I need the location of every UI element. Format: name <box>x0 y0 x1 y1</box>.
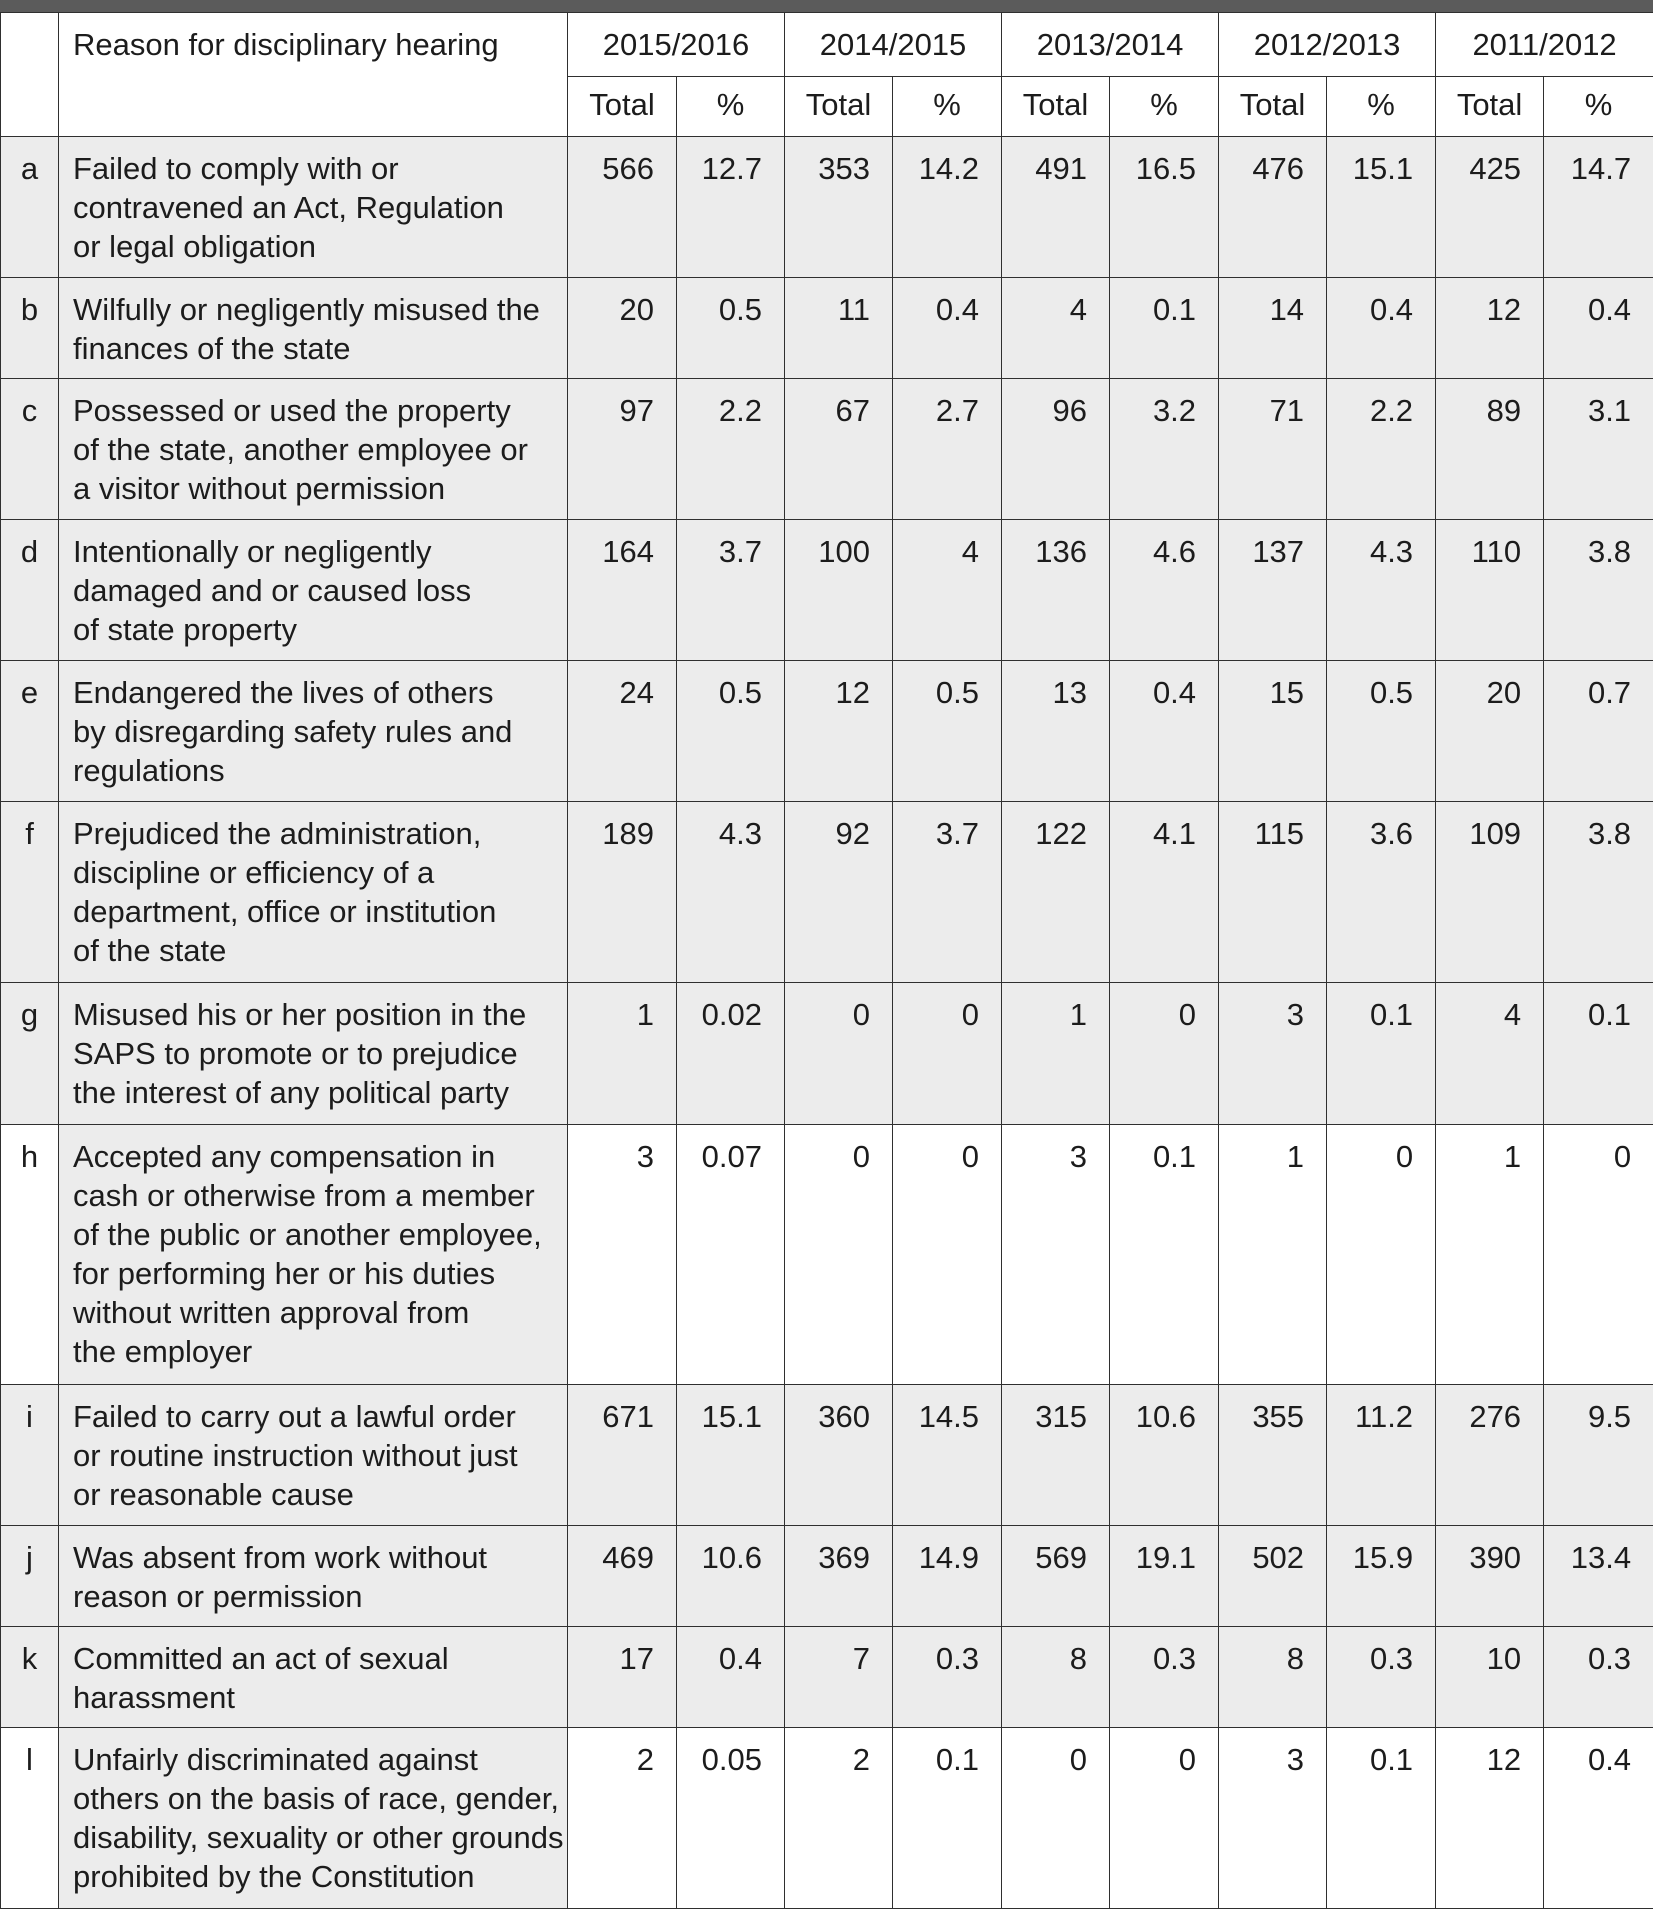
year-header-2015-2016: 2015/2016 <box>568 13 785 77</box>
percent-cell: 0 <box>1110 1727 1219 1908</box>
header-letter-blank <box>1 13 59 137</box>
row-letter: i <box>1 1384 59 1525</box>
percent-subheader: % <box>1544 77 1653 137</box>
reason-column-header: Reason for disciplinary hearing <box>59 13 568 137</box>
percent-subheader: % <box>677 77 785 137</box>
year-header-2011-2012: 2011/2012 <box>1436 13 1653 77</box>
reason-text-line: department, office or institution <box>73 894 497 930</box>
percent-cell: 19.1 <box>1110 1525 1219 1626</box>
total-cell: 566 <box>568 137 677 278</box>
percent-cell: 3.8 <box>1544 520 1653 661</box>
row-letter: e <box>1 661 59 802</box>
total-cell: 2 <box>568 1727 677 1908</box>
reason-text-line: or legal obligation <box>73 229 317 264</box>
table-row <box>1 278 1653 379</box>
table-row <box>1 1626 1653 1727</box>
row-letter: g <box>1 983 59 1124</box>
total-cell: 10 <box>1436 1626 1544 1727</box>
percent-cell: 16.5 <box>1110 137 1219 278</box>
reason-text-line: Misused his or her position in the <box>73 997 527 1033</box>
reason-text-line: of the public or another employee, <box>73 1216 542 1252</box>
percent-cell: 2.7 <box>893 379 1002 520</box>
total-subheader: Total <box>1436 77 1544 137</box>
percent-cell: 0.4 <box>1544 1727 1653 1908</box>
reason-text-line: harassment <box>73 1679 235 1715</box>
total-cell: 355 <box>1219 1384 1327 1525</box>
reason-cell <box>59 1525 568 1626</box>
total-cell: 0 <box>1002 1727 1110 1908</box>
total-cell: 315 <box>1002 1384 1110 1525</box>
percent-cell: 0.5 <box>677 661 785 802</box>
reason-text-line: cash or otherwise from a member <box>73 1177 535 1213</box>
total-cell: 491 <box>1002 137 1110 278</box>
row-letter: a <box>1 137 59 278</box>
row-letter: j <box>1 1525 59 1626</box>
total-cell: 425 <box>1436 137 1544 278</box>
total-cell: 11 <box>785 278 893 379</box>
total-cell: 7 <box>785 1626 893 1727</box>
disciplinary-hearings-table <box>0 12 1653 1909</box>
reason-text-line: without written approval from <box>73 1294 470 1330</box>
reason-cell <box>59 379 568 520</box>
total-subheader: Total <box>1219 77 1327 137</box>
percent-cell: 4.6 <box>1110 520 1219 661</box>
reason-text-line: the employer <box>73 1333 253 1369</box>
row-letter: k <box>1 1626 59 1727</box>
reason-text-line: disability, sexuality or other grounds <box>73 1819 564 1855</box>
percent-cell: 12.7 <box>677 137 785 278</box>
table-row <box>1 661 1653 802</box>
percent-cell: 0.3 <box>893 1626 1002 1727</box>
total-subheader: Total <box>568 77 677 137</box>
percent-cell: 0.1 <box>1327 983 1436 1124</box>
percent-cell: 3.8 <box>1544 802 1653 983</box>
reason-text-line: Wilfully or negligently misused the <box>73 292 540 328</box>
total-cell: 71 <box>1219 379 1327 520</box>
total-cell: 469 <box>568 1525 677 1626</box>
total-cell: 109 <box>1436 802 1544 983</box>
total-cell: 1 <box>1002 983 1110 1124</box>
reason-cell <box>59 1626 568 1727</box>
percent-cell: 0.5 <box>1327 661 1436 802</box>
reason-cell <box>59 661 568 802</box>
table-row <box>1 520 1653 661</box>
percent-cell: 3.7 <box>893 802 1002 983</box>
total-cell: 13 <box>1002 661 1110 802</box>
reason-text-line: regulations <box>73 753 225 789</box>
reason-text-line: or reasonable cause <box>73 1476 354 1512</box>
percent-cell: 4.1 <box>1110 802 1219 983</box>
total-cell: 14 <box>1219 278 1327 379</box>
year-header-2012-2013: 2012/2013 <box>1219 13 1436 77</box>
reason-cell <box>59 802 568 983</box>
reason-text-line: SAPS to promote or to prejudice <box>73 1036 518 1072</box>
percent-cell: 13.4 <box>1544 1525 1653 1626</box>
table-row <box>1 379 1653 520</box>
percent-cell: 0.4 <box>1110 661 1219 802</box>
total-cell: 20 <box>568 278 677 379</box>
percent-cell: 0.3 <box>1544 1626 1653 1727</box>
year-header-2013-2014: 2013/2014 <box>1002 13 1219 77</box>
total-cell: 569 <box>1002 1525 1110 1626</box>
total-cell: 1 <box>1219 1124 1327 1384</box>
total-cell: 1 <box>1436 1124 1544 1384</box>
total-cell: 20 <box>1436 661 1544 802</box>
percent-cell: 14.9 <box>893 1525 1002 1626</box>
total-cell: 122 <box>1002 802 1110 983</box>
percent-cell: 4.3 <box>677 802 785 983</box>
reason-text-line: Accepted any compensation in <box>73 1138 496 1174</box>
reason-text-line: for performing her or his duties <box>73 1255 496 1291</box>
percent-cell: 0.4 <box>677 1626 785 1727</box>
reason-text-line: or routine instruction without just <box>73 1437 518 1473</box>
percent-cell: 0 <box>893 1124 1002 1384</box>
reason-text-line: prohibited by the Constitution <box>73 1858 475 1894</box>
header-row-years <box>1 13 1653 77</box>
percent-subheader: % <box>893 77 1002 137</box>
row-letter: l <box>1 1727 59 1908</box>
reason-text-line: contravened an Act, Regulation <box>73 190 504 225</box>
percent-cell: 0.4 <box>893 278 1002 379</box>
reason-text-line: Endangered the lives of others <box>73 675 494 711</box>
total-cell: 164 <box>568 520 677 661</box>
total-cell: 2 <box>785 1727 893 1908</box>
total-cell: 189 <box>568 802 677 983</box>
total-cell: 12 <box>1436 1727 1544 1908</box>
row-letter: h <box>1 1124 59 1384</box>
reason-text-line: reason or permission <box>73 1578 363 1614</box>
percent-cell: 3.1 <box>1544 379 1653 520</box>
total-cell: 97 <box>568 379 677 520</box>
total-cell: 15 <box>1219 661 1327 802</box>
total-cell: 67 <box>785 379 893 520</box>
total-cell: 3 <box>1219 1727 1327 1908</box>
reason-text-line: Prejudiced the administration, <box>73 816 482 852</box>
total-cell: 502 <box>1219 1525 1327 1626</box>
row-letter: b <box>1 278 59 379</box>
percent-cell: 0.07 <box>677 1124 785 1384</box>
percent-cell: 0.02 <box>677 983 785 1124</box>
percent-cell: 0.1 <box>1544 983 1653 1124</box>
total-cell: 3 <box>568 1124 677 1384</box>
total-cell: 3 <box>1002 1124 1110 1384</box>
percent-cell: 15.1 <box>677 1384 785 1525</box>
reason-text-line: of the state <box>73 933 227 969</box>
percent-cell: 0.3 <box>1327 1626 1436 1727</box>
total-cell: 100 <box>785 520 893 661</box>
percent-cell: 0.5 <box>677 278 785 379</box>
table-row <box>1 1124 1653 1384</box>
total-cell: 92 <box>785 802 893 983</box>
percent-cell: 0.4 <box>1544 278 1653 379</box>
total-cell: 360 <box>785 1384 893 1525</box>
reason-text-line: others on the basis of race, gender, <box>73 1780 559 1816</box>
reason-cell <box>59 1384 568 1525</box>
reason-text-line: Committed an act of sexual <box>73 1640 449 1676</box>
year-header-2014-2015: 2014/2015 <box>785 13 1002 77</box>
total-cell: 24 <box>568 661 677 802</box>
percent-cell: 10.6 <box>677 1525 785 1626</box>
row-letter: f <box>1 802 59 983</box>
percent-cell: 0.3 <box>1110 1626 1219 1727</box>
total-cell: 136 <box>1002 520 1110 661</box>
reason-cell <box>59 520 568 661</box>
total-cell: 369 <box>785 1525 893 1626</box>
reason-text-line: Intentionally or negligently <box>73 534 432 570</box>
percent-cell: 9.5 <box>1544 1384 1653 1525</box>
reason-cell <box>59 1727 568 1908</box>
percent-cell: 0 <box>1327 1124 1436 1384</box>
total-cell: 671 <box>568 1384 677 1525</box>
percent-cell: 14.7 <box>1544 137 1653 278</box>
total-cell: 276 <box>1436 1384 1544 1525</box>
row-letter: c <box>1 379 59 520</box>
total-cell: 96 <box>1002 379 1110 520</box>
percent-cell: 15.9 <box>1327 1525 1436 1626</box>
reason-text-line: of state property <box>73 612 298 648</box>
table-row <box>1 1727 1653 1908</box>
total-cell: 115 <box>1219 802 1327 983</box>
percent-cell: 0.4 <box>1327 278 1436 379</box>
reason-cell <box>59 983 568 1124</box>
reason-text-line: Failed to carry out a lawful order <box>73 1398 516 1434</box>
percent-cell: 0.1 <box>893 1727 1002 1908</box>
reason-text-line: the interest of any political party <box>73 1075 509 1111</box>
percent-cell: 3.6 <box>1327 802 1436 983</box>
percent-cell: 0.1 <box>1327 1727 1436 1908</box>
percent-cell: 0 <box>1544 1124 1653 1384</box>
reason-text-line: of the state, another employee or <box>73 432 528 468</box>
total-cell: 353 <box>785 137 893 278</box>
percent-cell: 2.2 <box>677 379 785 520</box>
percent-cell: 4.3 <box>1327 520 1436 661</box>
percent-subheader: % <box>1327 77 1436 137</box>
table-row <box>1 983 1653 1124</box>
percent-cell: 0.05 <box>677 1727 785 1908</box>
percent-cell: 11.2 <box>1327 1384 1436 1525</box>
percent-cell: 2.2 <box>1327 379 1436 520</box>
total-cell: 17 <box>568 1626 677 1727</box>
percent-cell: 0.7 <box>1544 661 1653 802</box>
reason-text-line: a visitor without permission <box>73 471 446 507</box>
table-row <box>1 1525 1653 1626</box>
row-letter: d <box>1 520 59 661</box>
total-cell: 390 <box>1436 1525 1544 1626</box>
percent-cell: 14.5 <box>893 1384 1002 1525</box>
total-cell: 12 <box>1436 278 1544 379</box>
table-body <box>1 137 1653 1909</box>
total-subheader: Total <box>1002 77 1110 137</box>
total-subheader: Total <box>785 77 893 137</box>
reason-text-line: Unfairly discriminated against <box>73 1741 478 1777</box>
table-row <box>1 1384 1653 1525</box>
total-cell: 476 <box>1219 137 1327 278</box>
total-cell: 4 <box>1002 278 1110 379</box>
total-cell: 3 <box>1219 983 1327 1124</box>
reason-text-line: discipline or efficiency of a <box>73 855 435 891</box>
percent-cell: 4 <box>893 520 1002 661</box>
percent-cell: 0.1 <box>1110 278 1219 379</box>
total-cell: 1 <box>568 983 677 1124</box>
reason-cell <box>59 137 568 278</box>
percent-cell: 10.6 <box>1110 1384 1219 1525</box>
percent-cell: 0.5 <box>893 661 1002 802</box>
reason-cell <box>59 278 568 379</box>
table-row <box>1 137 1653 278</box>
total-cell: 0 <box>785 983 893 1124</box>
percent-cell: 0.1 <box>1110 1124 1219 1384</box>
reason-text-line: Was absent from work without <box>73 1539 488 1575</box>
reason-text-line: Possessed or used the property <box>73 393 511 429</box>
total-cell: 0 <box>785 1124 893 1384</box>
total-cell: 110 <box>1436 520 1544 661</box>
total-cell: 8 <box>1219 1626 1327 1727</box>
total-cell: 4 <box>1436 983 1544 1124</box>
total-cell: 137 <box>1219 520 1327 661</box>
total-cell: 89 <box>1436 379 1544 520</box>
percent-cell: 14.2 <box>893 137 1002 278</box>
reason-text-line: Failed to comply with or <box>73 151 399 186</box>
percent-cell: 0 <box>1110 983 1219 1124</box>
total-cell: 12 <box>785 661 893 802</box>
table-title-bar <box>0 0 1653 12</box>
total-cell: 8 <box>1002 1626 1110 1727</box>
percent-subheader: % <box>1110 77 1219 137</box>
reason-cell <box>59 1124 568 1384</box>
reason-text-line: by disregarding safety rules and <box>73 714 513 750</box>
percent-cell: 0 <box>893 983 1002 1124</box>
reason-text-line: damaged and or caused loss <box>73 573 472 609</box>
table-row <box>1 802 1653 983</box>
reason-text-line: finances of the state <box>73 331 351 367</box>
percent-cell: 3.2 <box>1110 379 1219 520</box>
percent-cell: 3.7 <box>677 520 785 661</box>
percent-cell: 15.1 <box>1327 137 1436 278</box>
